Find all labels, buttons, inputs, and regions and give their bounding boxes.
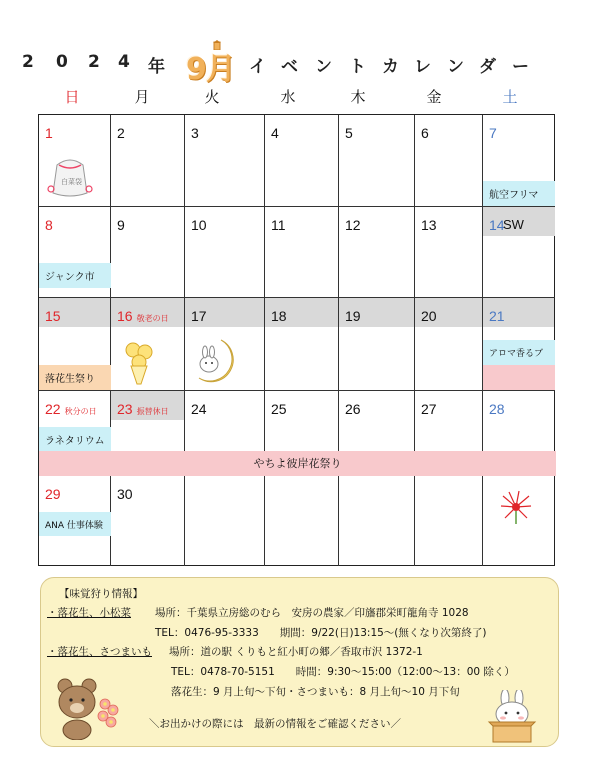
day-number: 15 [45, 308, 61, 324]
day-number: 1 [45, 125, 53, 141]
day-cell[interactable] [39, 298, 111, 391]
day-number [117, 401, 169, 417]
weekday-fri: 金 [426, 88, 442, 106]
title-char: ン [447, 57, 464, 77]
day-number: 8 [45, 217, 53, 233]
bear-with-flowers-icon [55, 674, 123, 740]
holiday-note: 敬老の日 [136, 314, 169, 323]
day-cell[interactable] [339, 298, 415, 391]
info-item2-place: 場所：道の駅 くりもと紅小町の郷／香取市沢 1372-1 [169, 646, 423, 658]
event-tag-continued [483, 365, 555, 390]
day-number: 20 [421, 308, 437, 324]
info-item2-period: 落花生：9 月上旬～下旬・さつまいも：8 月上旬～10 月下旬 [171, 686, 460, 698]
info-item2-tel: TEL：0478-70-5151 時間：9:30～15:00（12:00～13：00 除く） [171, 666, 515, 678]
day-number-value: 23 [117, 401, 133, 417]
weekday-sat: 土 [502, 88, 518, 106]
day-cell[interactable] [39, 115, 111, 207]
day-cell[interactable] [415, 115, 483, 207]
day-cell[interactable] [111, 298, 185, 391]
title-char: ー [512, 57, 529, 77]
info-box [40, 577, 559, 747]
day-cell [339, 476, 415, 566]
title-char: 4 [118, 52, 130, 72]
day-number: 24 [191, 401, 207, 417]
weekday-mon: 月 [134, 88, 150, 106]
day-cell[interactable] [339, 115, 415, 207]
day-cell[interactable] [39, 207, 111, 298]
day-number [117, 308, 169, 324]
day-number: 17 [191, 308, 207, 324]
day-cell [185, 476, 265, 566]
day-cell[interactable] [111, 476, 185, 566]
day-number: 26 [345, 401, 361, 417]
day-number: 9 [117, 217, 125, 233]
day-number: 28 [489, 401, 505, 417]
day-cell[interactable] [483, 298, 555, 391]
day-cell[interactable] [185, 115, 265, 207]
info-item2-name: ・落花生、さつまいも [47, 646, 152, 658]
day-cell [415, 476, 483, 566]
day-number: 6 [421, 125, 429, 141]
title-char: 0 [56, 52, 68, 72]
flower-bouquet-icon [119, 338, 159, 386]
info-item1-tel: TEL：0476-95-3333 期間：9/22(日)13:15～(無くなり次第終了) [155, 627, 487, 639]
title-char: カ [382, 57, 399, 77]
day-number: 11 [271, 217, 286, 233]
weekday-thu: 木 [350, 88, 366, 106]
day-number: 5 [345, 125, 353, 141]
weekday-sun: 日 [64, 88, 80, 106]
day-cell[interactable] [111, 207, 185, 298]
weekday-tue: 火 [204, 88, 220, 106]
title-char: レ [414, 57, 431, 77]
day-cell[interactable] [483, 115, 555, 207]
event-tag: ANA 仕事体験 [39, 512, 111, 536]
day-number [45, 401, 97, 417]
day-cell[interactable] [415, 298, 483, 391]
info-footer: ＼お出かけの際には 最新の情報をご確認ください／ [149, 718, 401, 730]
day-cell[interactable] [39, 476, 111, 566]
calendar-grid [38, 114, 555, 566]
day-cell [265, 476, 339, 566]
event-tag: 落花生祭り [39, 365, 111, 390]
info-item1-name: ・落花生、小松菜 [47, 607, 131, 619]
day-number: 10 [191, 217, 207, 233]
rabbit-in-box-icon [481, 690, 547, 746]
info-header: 【味覚狩り情報】 [59, 588, 143, 600]
day-number-value: 22 [45, 401, 61, 417]
day-cell[interactable] [415, 207, 483, 298]
day-cell[interactable] [185, 207, 265, 298]
multi-day-event-bar: やちよ彼岸花祭り [39, 451, 556, 476]
day-cell[interactable] [265, 115, 339, 207]
event-tag: 航空フリマ [483, 181, 555, 206]
title-char: ダ [479, 57, 496, 77]
day-cell[interactable] [265, 298, 339, 391]
bag-icon [47, 153, 93, 199]
day-number: 4 [271, 125, 279, 141]
day-number: 30 [117, 486, 133, 502]
day-cell [483, 476, 555, 566]
day-number: 2 [117, 125, 125, 141]
title-char: 2 [88, 52, 100, 72]
day-number: 29 [45, 486, 61, 502]
title-char: ン [315, 57, 332, 77]
day-number: 21 [489, 308, 505, 324]
title-char: ト [349, 57, 366, 77]
rabbit-moon-icon [191, 334, 241, 386]
day-number: 19 [345, 308, 361, 324]
day-cell[interactable] [483, 207, 555, 298]
event-tag: ラネタリウム [39, 427, 111, 451]
holiday-note: 振替休日 [136, 407, 169, 416]
weekday-wed: 水 [280, 88, 296, 106]
day-number: 3 [191, 125, 199, 141]
holiday-note: 秋分の日 [64, 407, 97, 416]
day-number: 7 [489, 125, 497, 141]
day-cell[interactable] [111, 115, 185, 207]
month-label: 9月 [186, 52, 235, 87]
day-number: 25 [271, 401, 287, 417]
bag-label: 白菜袋 [61, 178, 82, 186]
event-tag: アロマ香るブ [483, 340, 555, 365]
title-char: 年 [148, 57, 165, 77]
day-number: 27 [421, 401, 437, 417]
day-cell[interactable] [185, 298, 265, 391]
title-char: ベ [281, 57, 298, 77]
day-number: 13 [421, 217, 437, 233]
day-number: 14 [489, 217, 505, 233]
day-number: 18 [271, 308, 287, 324]
sw-label: SW [503, 217, 524, 232]
day-number-value: 16 [117, 308, 133, 324]
title-char: イ [249, 57, 266, 77]
clock-tower-icon [211, 40, 223, 50]
day-cell[interactable] [339, 207, 415, 298]
info-item1-place: 場所：千葉県立房総のむら 安房の農家／印旛郡栄町龍角寺 1028 [155, 607, 469, 619]
event-tag: ジャンク市 [39, 263, 111, 288]
day-cell[interactable] [265, 207, 339, 298]
spider-lily-icon [499, 490, 533, 524]
calendar-title [0, 22, 600, 87]
day-number: 12 [345, 217, 361, 233]
title-char: 2 [22, 52, 34, 72]
